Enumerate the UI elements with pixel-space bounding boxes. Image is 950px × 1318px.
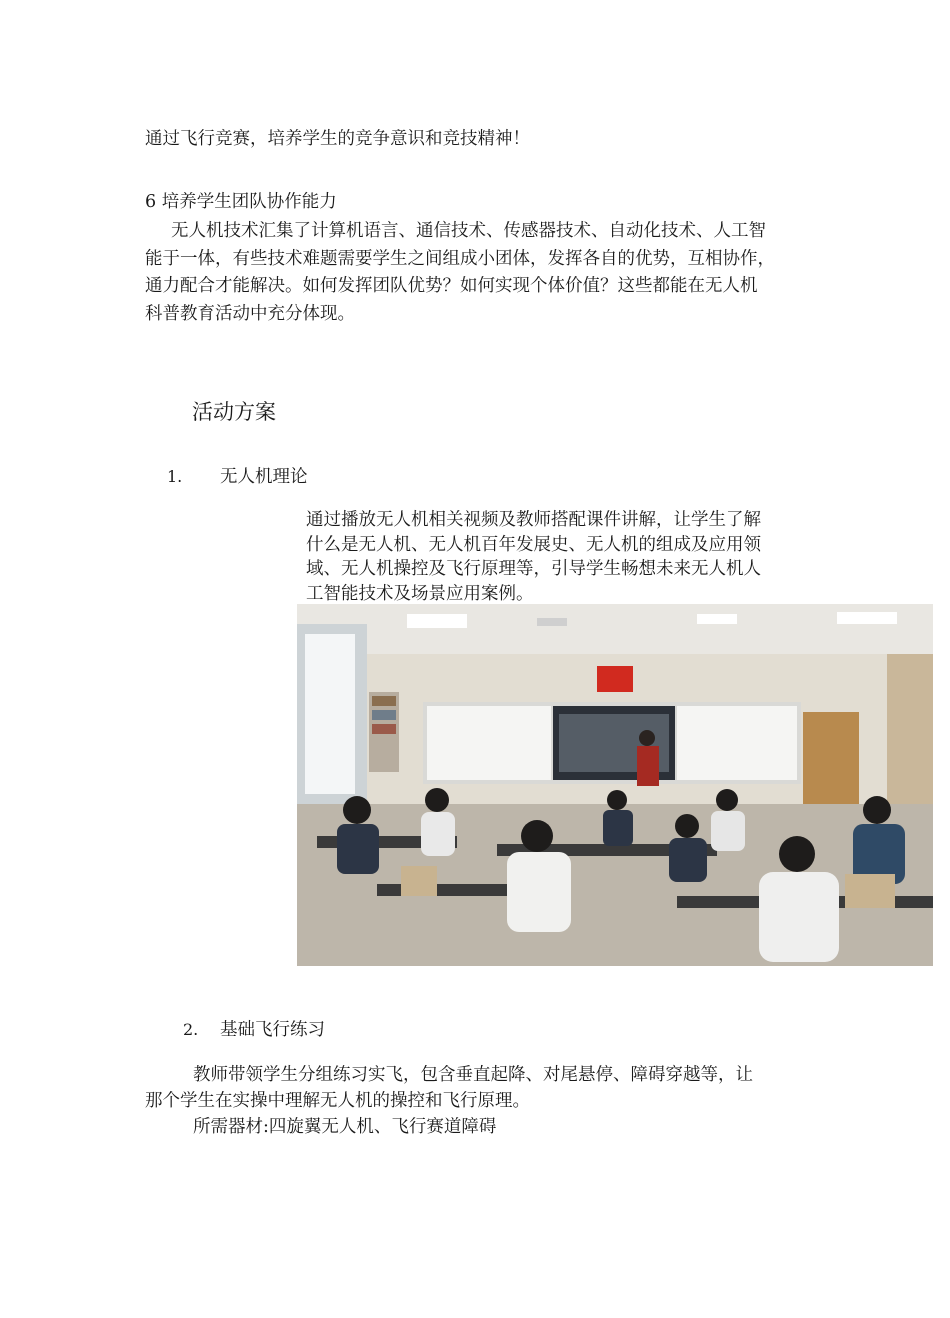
plan-title: 活动方案 [192, 400, 276, 424]
section-6-paragraph [145, 218, 775, 328]
item-2-equipment: 所需器材:四旋翼无人机、飞行赛道障碍 [193, 1117, 497, 1137]
item-1-number: 1. [167, 467, 183, 486]
section-6-line: 通力配合才能解决。如何发挥团队优势？如何实现个体价值？这些都能在无人机 [145, 276, 758, 296]
item-1-line: 域、无人机操控及飞行原理等，引导学生畅想未来无人机人 [306, 559, 761, 579]
item-2-paragraph [145, 1062, 753, 1140]
item-1-paragraph [306, 508, 761, 606]
item-2-title: 基础飞行练习 [220, 1020, 325, 1040]
intro-sentence: 通过飞行竞赛，培养学生的竞争意识和竞技精神！ [145, 129, 530, 149]
section-6-line: 科普教育活动中充分体现。 [145, 303, 355, 324]
section-6-line: 能于一体，有些技术难题需要学生之间组成小团体，发挥各自的优势，互相协作， [145, 248, 775, 269]
section-6-line: 无人机技术汇集了计算机语言、通信技术、传感器技术、自动化技术、人工智 [171, 221, 766, 241]
item-2-number: 2. [183, 1020, 199, 1039]
item-1-title: 无人机理论 [220, 467, 308, 487]
section-6-heading: 6 培养学生团队协作能力 [145, 192, 337, 212]
item-2-line: 教师带领学生分组练习实飞，包含垂直起降、对尾悬停、障碍穿越等，让 [193, 1065, 753, 1085]
classroom-illustration [297, 604, 933, 966]
item-2-line: 那个学生在实操中理解无人机的操控和飞行原理。 [145, 1091, 530, 1111]
item-1-line: 工智能技术及场景应用案例。 [306, 583, 534, 604]
item-1-line: 什么是无人机、无人机百年发展史、无人机的组成及应用领 [306, 534, 761, 555]
item-1-line: 通过播放无人机相关视频及教师搭配课件讲解，让学生了解 [306, 510, 761, 530]
classroom-photo [297, 604, 933, 966]
